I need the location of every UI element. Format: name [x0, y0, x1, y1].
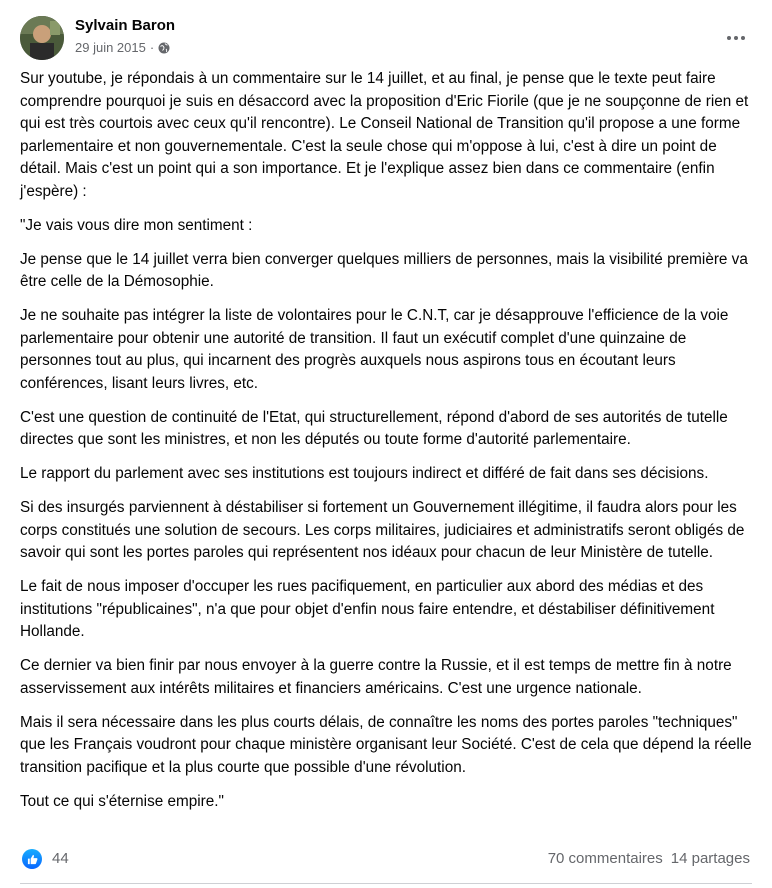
- paragraph: Si des insurgés parviennent à déstabiliser si fortement un Gouvernement illégitime, il faudra alors pour les corps constitués une solution de secours. Les corps militaires, judiciaires et administratifs seront obligés de savoir qui sont les portes paroles qui représentent nos idéaux pour chacun de leur Ministère de tutelle.: [20, 499, 745, 561]
- divider: [20, 883, 752, 884]
- paragraph: Tout ce qui s'éternise empire.": [20, 792, 224, 810]
- paragraph: Je pense que le 14 juillet verra bien converger quelques milliers de personnes, mais la visibilité première va être celle de la Démosophie.: [20, 250, 748, 290]
- globe-icon: [158, 42, 170, 54]
- more-options-icon[interactable]: [720, 22, 752, 54]
- shares-count[interactable]: 14 partages: [670, 850, 750, 867]
- paragraph: Le rapport du parlement avec ses institutions est toujours indirect et différé de fait dans ses décisions.: [20, 465, 709, 482]
- post-meta: [75, 40, 170, 55]
- like-count[interactable]: 44: [52, 850, 69, 867]
- paragraph: Le fait de nous imposer d'occuper les rues pacifiquement, en particulier aux abord des médias et des institutions "républicaines", n'a que pour objet d'enfin nous faire entendre, et déstabiliser définitivement Hollande.: [20, 578, 715, 640]
- post-body: [20, 68, 755, 825]
- post-date[interactable]: 29 juin 2015: [75, 40, 146, 55]
- paragraph: Sur youtube, je répondais à un commentaire sur le 14 juillet, et au final, je pense que le texte peut faire comprendre pourquoi je suis en désaccord avec la proposition d'Eric Fiorile (que je ne soupçonne de rien et qui est très courtois avec ceux qu'il rencontre). Le Conseil National de Transition qu'il propose a une forme parlementaire et non gouvernementale. C'est la seule chose qui m'oppose à lui, c'est à dire un point de détail. Mais c'est un point qui a son importance. Et je l'explique assez bien dans ce commentaire (enfin j'espère) :: [20, 70, 749, 200]
- paragraph: "Je vais vous dire mon sentiment :: [20, 216, 253, 234]
- paragraph: C'est une question de continuité de l'Etat, qui structurellement, répond d'abord de ses autorités de tutelle directes que sont les ministres, et non les députés ou toute forme d'autorité parlementaire.: [20, 408, 728, 448]
- post-stats: [548, 850, 750, 867]
- paragraph: Ce dernier va bien finir par nous envoyer à la guerre contre la Russie, et il est temps de mettre fin à notre asservissement aux intérêts militaires et financiers américains. C'est une urgence nationale.: [20, 657, 732, 697]
- avatar[interactable]: [20, 16, 64, 60]
- author-name[interactable]: Sylvain Baron: [75, 17, 176, 34]
- post-header: [20, 16, 760, 60]
- paragraph: Je ne souhaite pas intégrer la liste de volontaires pour le C.N.T, car je désapprouve l'efficience de la voie parlementaire pour obtenir une autorité de transition. Il faut un exécutif complet d'une quinzaine de personnes tout au plus, qui incarnent des progrès auxquels nous aspirons tous en écoutant leurs conférences, lisant leurs livres, etc.: [20, 307, 729, 392]
- reactions-bar: [20, 846, 760, 874]
- comments-count[interactable]: 70 commentaires: [547, 850, 663, 867]
- paragraph: Mais il sera nécessaire dans les plus courts délais, de connaître les noms des portes paroles "techniques" que les Français voudront pour chaque ministère organisant leur Société. C'est de cela que dépend la réelle transition pacifique et la plus courte que possible d'une révolution.: [20, 713, 752, 776]
- meta-separator: ·: [149, 40, 155, 55]
- like-icon[interactable]: [22, 849, 42, 869]
